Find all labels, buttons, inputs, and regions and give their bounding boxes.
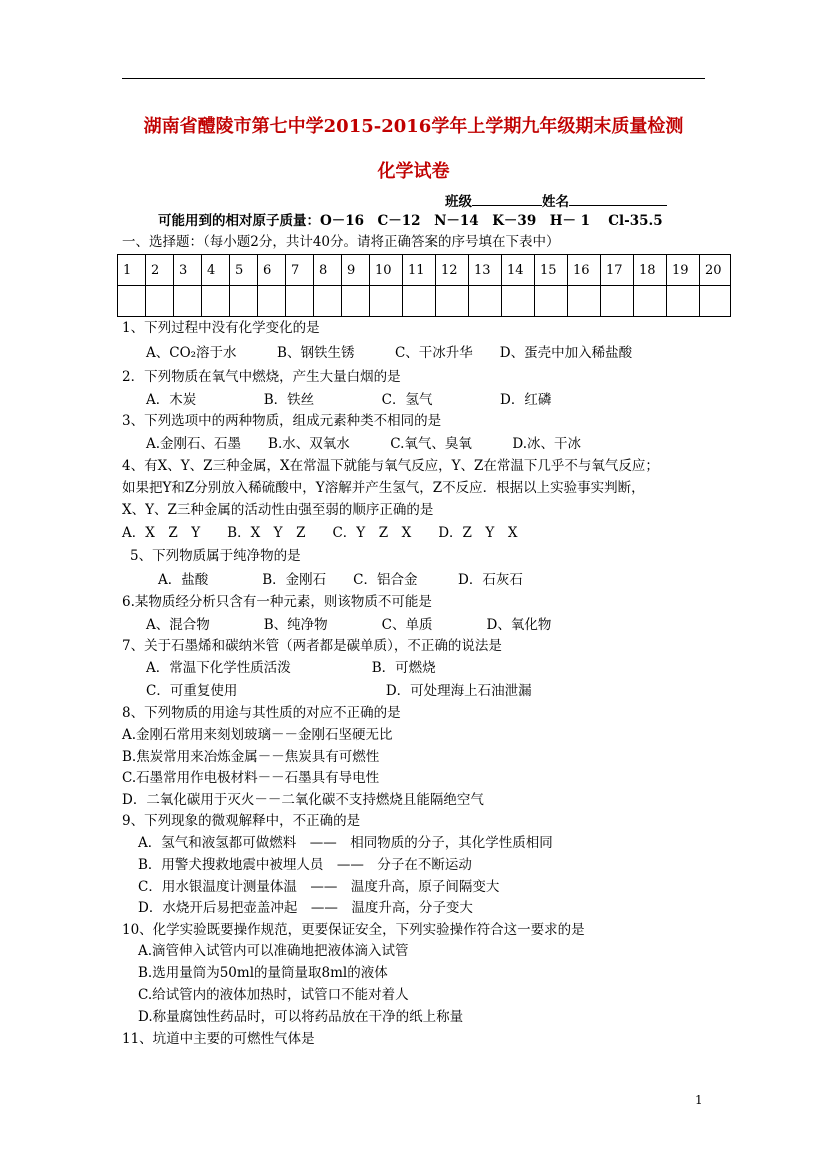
class-label: 班级 — [445, 194, 472, 210]
answer-num-cell: 7 — [286, 255, 314, 286]
q8-option-c: C.石墨常用作电极材料－－石墨具有导电性 — [122, 770, 380, 786]
q10-option-a: A.滴管伸入试管内可以准确地把液体滴入试管 — [138, 943, 409, 959]
question-11: 11、坑道中主要的可燃性气体是 — [122, 1031, 315, 1047]
answer-num-cell: 18 — [634, 255, 667, 286]
q10-option-b: B.选用量筒为50ml的量筒量取8ml的液体 — [138, 965, 388, 981]
page-title: 湖南省醴陵市第七中学2015-2016学年上学期九年级期末质量检测 — [143, 116, 684, 137]
answer-num-cell: 20 — [700, 255, 731, 286]
atomic-mass-line: 可能用到的相对原子质量：O－16 C－12 N－14 K－39 H－ 1 Cl-35.5 — [158, 213, 663, 229]
question-2: 2．下列物质在氧气中燃烧，产生大量白烟的是 — [122, 369, 401, 385]
answer-num-cell: 3 — [174, 255, 202, 286]
answer-blank-cell[interactable] — [286, 286, 314, 317]
q3-options: A.金刚石、石墨 B.水、双氧水 C.氧气、臭氧 D.冰、干冰 — [146, 436, 582, 452]
q4-line-2: 如果把Y和Z分别放入稀硫酸中，Y溶解并产生氢气，Z不反应．根据以上实验事实判断， — [122, 480, 645, 496]
answer-num-cell: 5 — [230, 255, 258, 286]
answer-blank-cell[interactable] — [342, 286, 370, 317]
q9-option-b: B．用警犬搜救地震中被埋人员 —— 分子在不断运动 — [138, 857, 472, 873]
answer-blank-cell[interactable] — [502, 286, 535, 317]
answer-blank-cell[interactable] — [601, 286, 634, 317]
question-10: 10、化学实验既要操作规范，更要保证安全，下列实验操作符合这一要求的是 — [122, 922, 585, 938]
q8-option-b: B.焦炭常用来冶炼金属－－焦炭具有可燃性 — [122, 749, 380, 765]
answer-blank-cell[interactable] — [403, 286, 436, 317]
q6-options: A、混合物 B、纯净物 C、单质 D、氧化物 — [146, 617, 552, 633]
q9-option-a: A．氢气和液氢都可做燃料 —— 相同物质的分子，其化学性质相同 — [138, 835, 553, 851]
q7-options-cd: C．可重复使用 D．可处理海上石油泄漏 — [146, 683, 532, 699]
question-8: 8、下列物质的用途与其性质的对应不正确的是 — [122, 705, 401, 721]
q7-options-ab: A．常温下化学性质活泼 B．可燃烧 — [146, 660, 436, 676]
answer-num-cell: 10 — [370, 255, 403, 286]
answer-blank-cell[interactable] — [634, 286, 667, 317]
answer-num-cell: 15 — [535, 255, 568, 286]
answer-num-cell: 13 — [469, 255, 502, 286]
answer-blank-cell[interactable] — [370, 286, 403, 317]
answer-num-cell: 4 — [202, 255, 230, 286]
answer-num-cell: 11 — [403, 255, 436, 286]
q8-option-a: A.金刚石常用来刻划玻璃－－金刚石坚硬无比 — [122, 727, 393, 743]
answer-num-cell: 6 — [258, 255, 286, 286]
answer-num-cell: 16 — [568, 255, 601, 286]
class-blank[interactable] — [472, 190, 542, 206]
answer-blank-cell[interactable] — [700, 286, 731, 317]
q1-options: A、CO₂溶于水 B、钢铁生锈 C、干冰升华 D、蛋壳中加入稀盐酸 — [146, 345, 633, 361]
answer-blank-cell[interactable] — [146, 286, 174, 317]
answer-num-cell: 2 — [146, 255, 174, 286]
answer-blank-cell[interactable] — [258, 286, 286, 317]
q8-option-d: D．二氧化碳用于灭火－－二氧化碳不支持燃烧且能隔绝空气 — [122, 792, 484, 808]
answer-num-cell: 12 — [436, 255, 469, 286]
q9-option-c: C．用水银温度计测量体温 —— 温度升高，原子间隔变大 — [138, 879, 500, 895]
question-7: 7、关于石墨烯和碳纳米管（两者都是碳单质），不正确的说法是 — [122, 638, 502, 654]
page-subtitle: 化学试卷 — [377, 161, 450, 182]
answer-blank-cell[interactable] — [202, 286, 230, 317]
answer-table-number-row — [118, 255, 731, 286]
q10-option-c: C.给试管内的液体加热时，试管口不能对着人 — [138, 987, 409, 1003]
name-blank[interactable] — [569, 190, 667, 206]
answer-blank-cell[interactable] — [174, 286, 202, 317]
answer-blank-cell[interactable] — [230, 286, 258, 317]
answer-blank-cell[interactable] — [568, 286, 601, 317]
question-5: 5、下列物质属于纯净物的是 — [130, 548, 301, 564]
answer-blank-cell[interactable] — [118, 286, 146, 317]
answer-blank-cell[interactable] — [436, 286, 469, 317]
question-1: 1、下列过程中没有化学变化的是 — [122, 320, 320, 336]
answer-num-cell: 19 — [667, 255, 700, 286]
q10-option-d: D.称量腐蚀性药品时，可以将药品放在干净的纸上称量 — [138, 1009, 464, 1025]
class-name-row — [445, 190, 667, 211]
answer-blank-cell[interactable] — [469, 286, 502, 317]
section-heading: 一、选择题：（每小题2分，共计40分。请将正确答案的序号填在下表中） — [122, 234, 560, 250]
answer-blank-cell[interactable] — [535, 286, 568, 317]
answer-table-blank-row — [118, 286, 731, 317]
answer-num-cell: 8 — [314, 255, 342, 286]
q2-options: A．木炭 B．铁丝 C．氢气 D．红磷 — [146, 392, 552, 408]
answer-num-cell: 17 — [601, 255, 634, 286]
answer-blank-cell[interactable] — [314, 286, 342, 317]
answer-num-cell: 1 — [118, 255, 146, 286]
q5-options: A．盐酸 B．金刚石 C．铝合金 D．石灰石 — [158, 572, 523, 588]
q4-line-3: X、Y、Z三种金属的活动性由强至弱的顺序正确的是 — [122, 502, 434, 518]
answer-blank-cell[interactable] — [667, 286, 700, 317]
question-4: 4、有X、Y、Z三种金属，X在常温下就能与氧气反应，Y、Z在常温下几乎不与氧气反应； — [122, 458, 659, 474]
question-3: 3、下列选项中的两种物质，组成元素种类不相同的是 — [122, 413, 442, 429]
answer-num-cell: 9 — [342, 255, 370, 286]
question-9: 9、下列现象的微观解释中，不正确的是 — [122, 813, 361, 829]
name-label: 姓名 — [542, 194, 569, 210]
q4-options: A．X Z Y B．X Y Z C．Y Z X D．Z Y X — [122, 525, 518, 541]
answer-table — [117, 254, 731, 317]
header-rule — [122, 78, 705, 79]
answer-num-cell: 14 — [502, 255, 535, 286]
q9-option-d: D．水烧开后易把壶盖冲起 —— 温度升高，分子变大 — [138, 900, 473, 916]
page-number: 1 — [695, 1093, 703, 1107]
question-6: 6.某物质经分析只含有一种元素，则该物质不可能是 — [122, 594, 432, 610]
